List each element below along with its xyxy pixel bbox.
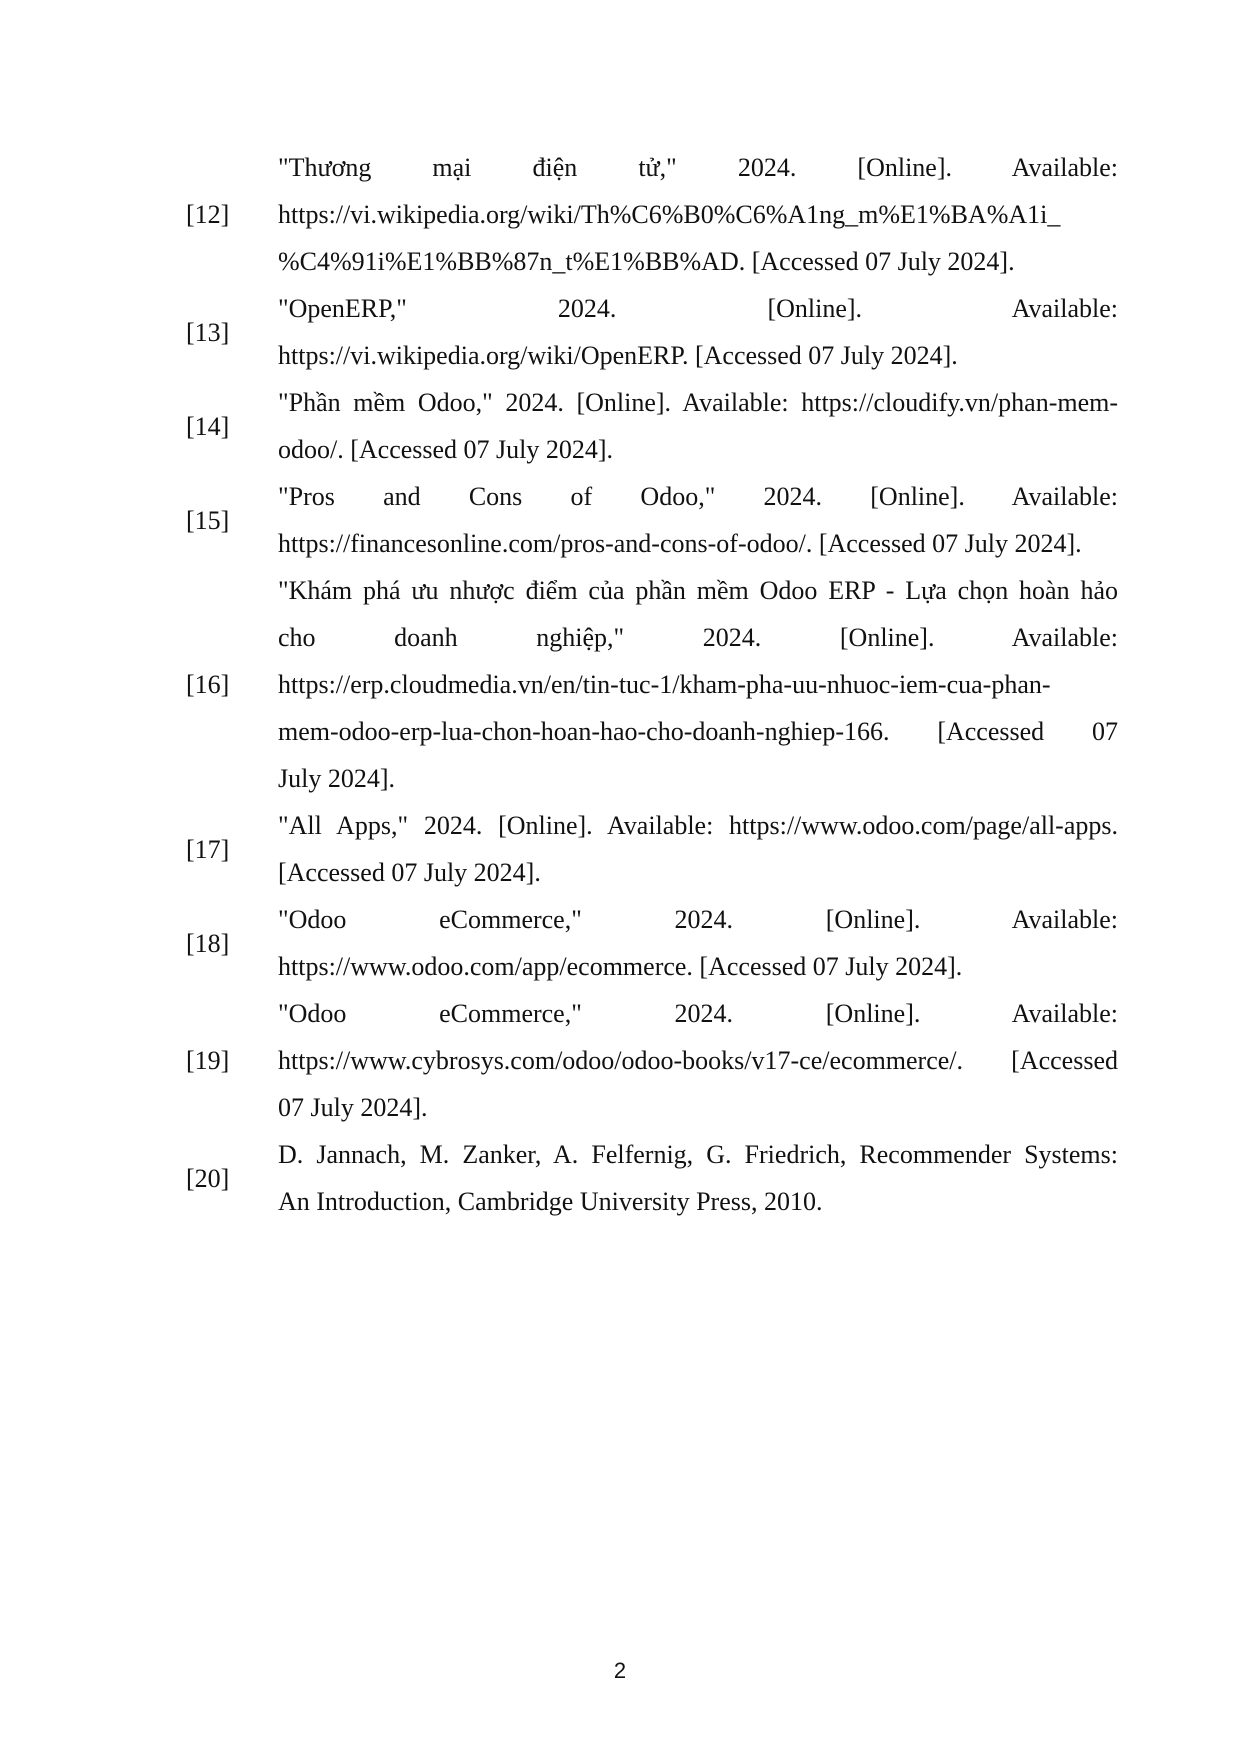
reference-line: "Khám phá ưu nhược điểm của phần mềm Odoo ERP - Lựa chọn hoàn hảo: [278, 576, 1118, 605]
reference-text: [278, 285, 1118, 379]
reference-line: "All Apps," 2024. [Online]. Available: https://www.odoo.com/page/all-apps.: [278, 811, 1118, 840]
reference-text: [278, 379, 1118, 473]
reference-line: %C4%91i%E1%BB%87n_t%E1%BB%AD. [Accessed 07 July 2024].: [278, 247, 1015, 276]
reference-number: [19]: [186, 1046, 230, 1075]
reference-item: [186, 990, 1118, 1131]
reference-line: 07 July 2024].: [278, 1093, 428, 1122]
reference-item: [186, 896, 1118, 990]
reference-number: [17]: [186, 834, 230, 864]
reference-line: mem-odoo-erp-lua-chon-hoan-hao-cho-doanh-nghiep-166. [Accessed 07: [278, 717, 1118, 746]
reference-number: [13]: [186, 317, 230, 347]
reference-number: [14]: [186, 411, 230, 441]
reference-number: [20]: [186, 1163, 230, 1193]
reference-item: [186, 144, 1118, 285]
reference-text: [278, 473, 1118, 567]
page-number: 2: [613, 1658, 627, 1683]
reference-item: [186, 567, 1118, 802]
reference-line: "Odoo eCommerce," 2024. [Online]. Available:: [278, 999, 1118, 1028]
reference-text: [278, 144, 1118, 285]
reference-text: [278, 802, 1118, 896]
reference-list: [186, 144, 1118, 1225]
reference-line: An Introduction, Cambridge University Press, 2010.: [278, 1187, 823, 1216]
reference-line: D. Jannach, M. Zanker, A. Felfernig, G. Friedrich, Recommender Systems:: [278, 1140, 1118, 1169]
reference-line: https://vi.wikipedia.org/wiki/OpenERP. [Accessed 07 July 2024].: [278, 341, 958, 370]
reference-item: [186, 802, 1118, 896]
reference-line: "OpenERP," 2024. [Online]. Available:: [278, 294, 1118, 323]
reference-number: [15]: [186, 505, 230, 535]
reference-item: [186, 379, 1118, 473]
reference-text: [278, 567, 1118, 802]
reference-item: [186, 473, 1118, 567]
reference-line: https://erp.cloudmedia.vn/en/tin-tuc-1/kham-pha-uu-nhuoc-iem-cua-phan-: [278, 670, 1051, 699]
reference-line: "Thương mại điện tử," 2024. [Online]. Available:: [278, 153, 1118, 182]
reference-number: [18]: [186, 928, 230, 958]
reference-line: https://vi.wikipedia.org/wiki/Th%C6%B0%C6%A1ng_m%E1%BA%A1i_: [278, 200, 1061, 229]
reference-line: https://financesonline.com/pros-and-cons-of-odoo/. [Accessed 07 July 2024].: [278, 529, 1082, 558]
reference-text: [278, 1131, 1118, 1225]
reference-line: https://www.cybrosys.com/odoo/odoo-books/v17-ce/ecommerce/. [Accessed: [278, 1046, 1118, 1075]
reference-text: [278, 990, 1118, 1131]
reference-number: [12]: [186, 200, 230, 229]
reference-line: odoo/. [Accessed 07 July 2024].: [278, 435, 614, 464]
reference-item: [186, 1131, 1118, 1225]
reference-line: https://www.odoo.com/app/ecommerce. [Accessed 07 July 2024].: [278, 952, 963, 981]
reference-line: "Phần mềm Odoo," 2024. [Online]. Available: https://cloudify.vn/phan-mem-: [278, 388, 1118, 417]
reference-line: July 2024].: [278, 764, 395, 793]
reference-item: [186, 285, 1118, 379]
reference-number: [16]: [186, 670, 230, 699]
reference-text: [278, 896, 1118, 990]
reference-line: "Pros and Cons of Odoo," 2024. [Online]. Available:: [278, 482, 1118, 511]
reference-line: cho doanh nghiệp," 2024. [Online]. Available:: [278, 623, 1118, 652]
reference-line: [Accessed 07 July 2024].: [278, 858, 541, 887]
reference-line: "Odoo eCommerce," 2024. [Online]. Available:: [278, 905, 1118, 934]
